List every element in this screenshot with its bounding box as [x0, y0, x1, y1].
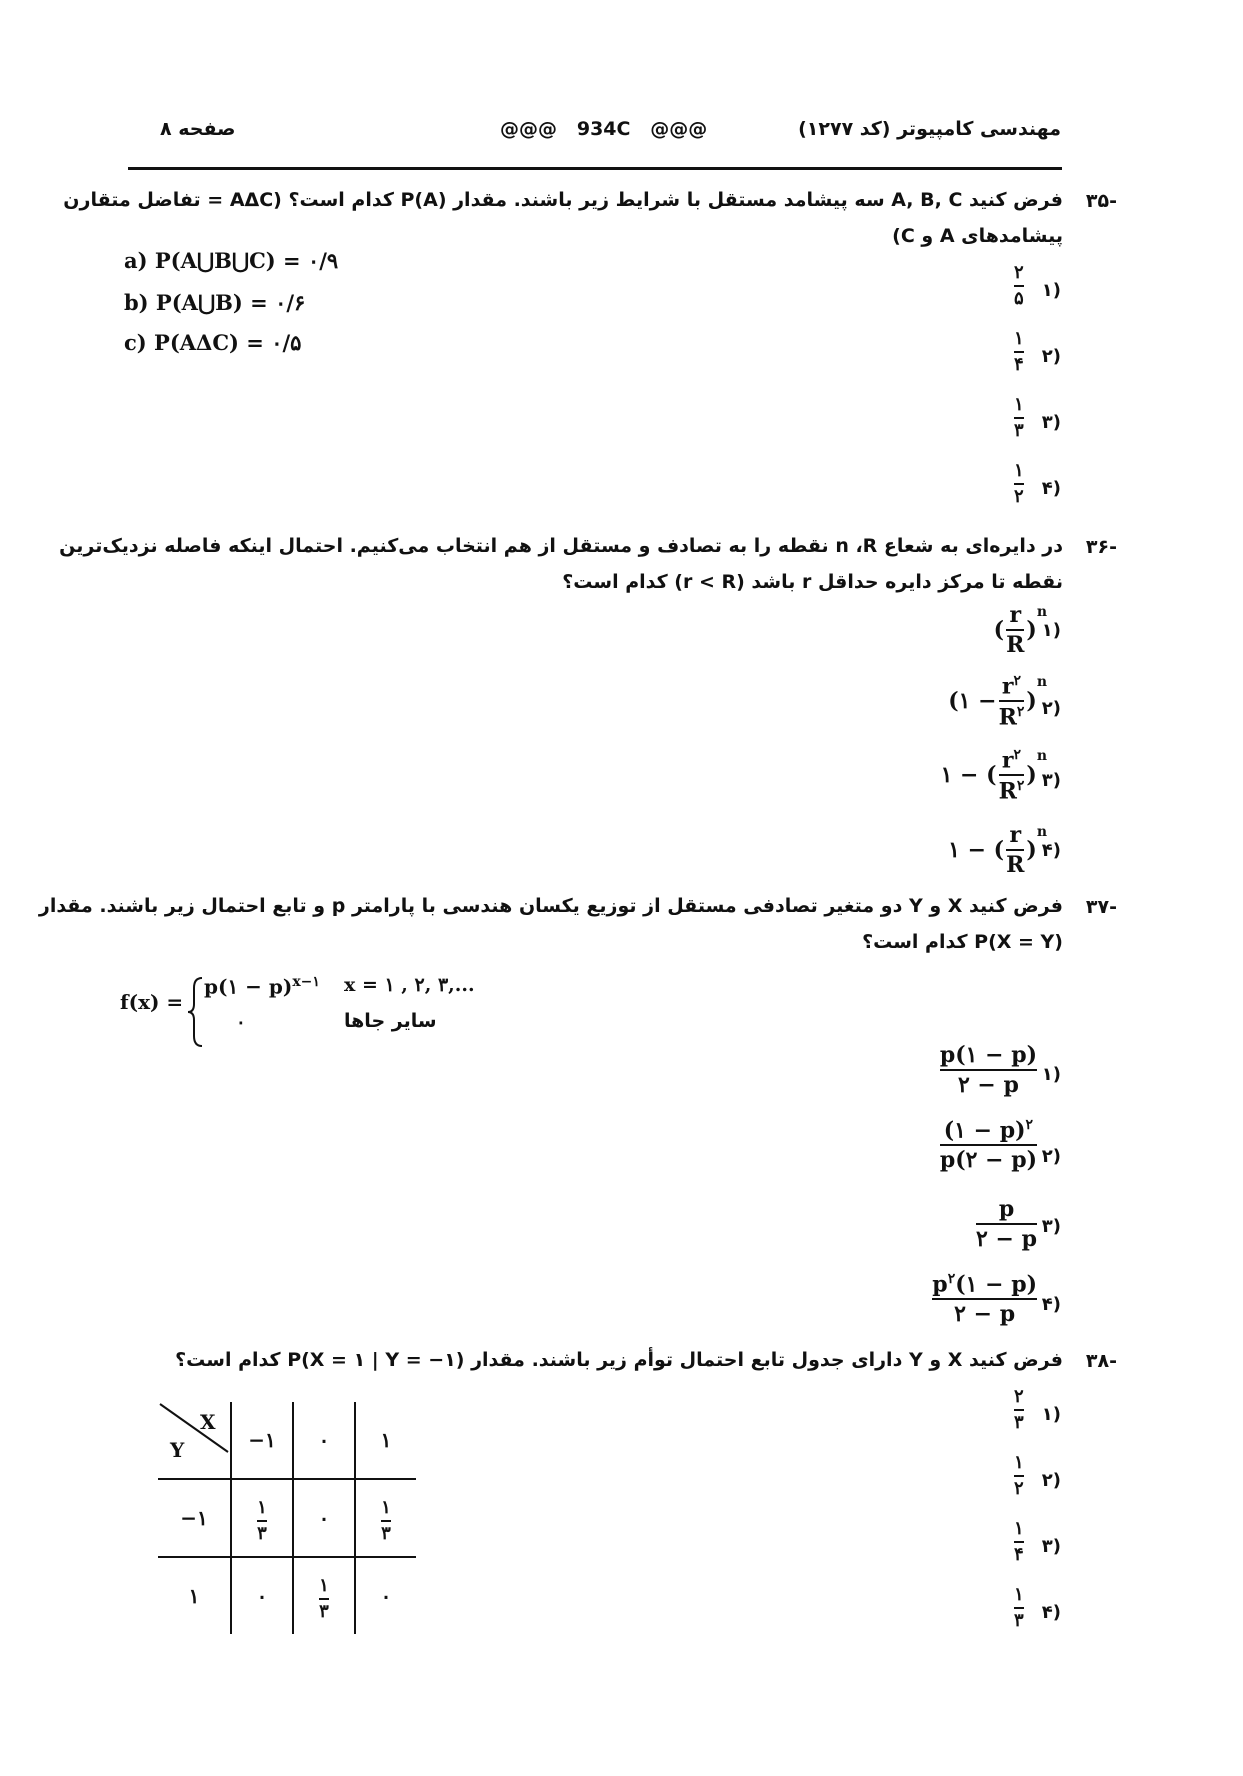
- q37-option4-label[interactable]: (۴: [1041, 1294, 1061, 1315]
- q37-option1-value: p(۱ − p) ۲ − p: [939, 1042, 1037, 1098]
- q36-option3-label[interactable]: (۳: [1041, 770, 1061, 791]
- q36-option3-value: ۱ − ( $\frac{r^۲}{R^۲}$ ) $^n$: [940, 747, 1047, 805]
- joint-probability-table: [158, 1402, 416, 1634]
- table-header-row: [158, 1402, 416, 1479]
- q38-option2-label[interactable]: (۲: [1041, 1470, 1061, 1491]
- q37-option1-label[interactable]: (۱: [1041, 1064, 1061, 1085]
- q35-condition-b: b) P(A⋃B) = ۰/۶: [124, 290, 306, 315]
- q37-line1: فرض کنید X و Y دو متغیر تصادفی مستقل از توزیع یکسان هندسی با پارامتر p و تابع احتمال زیر باشند. مقدار: [38, 895, 1063, 917]
- table-cell: $\frac{۱}{۳}$: [231, 1479, 293, 1557]
- pmf-case1-condition: x = ۱ , ۲, ۳,...: [344, 974, 475, 996]
- table-cell: $\frac{۱}{۳}$: [293, 1557, 355, 1634]
- exam-title: مهندسی کامپیوتر (کد ۱۲۷۷): [798, 118, 1061, 140]
- q36-line1: در دایره‌ای به شعاع n ،R نقطه را به تصادف و مستقل از هم انتخاب می‌کنیم. احتمال اینکه فاصله نزدیک‌ترین: [59, 535, 1063, 557]
- q37-number: -۳۷: [1085, 896, 1117, 918]
- q36-option4-label[interactable]: (۴: [1041, 840, 1061, 861]
- q37-option3-value: p ۲ − p: [976, 1196, 1037, 1252]
- y-label: Y: [170, 1438, 185, 1462]
- q36-option1-label[interactable]: (۱: [1041, 620, 1061, 641]
- pmf-case2: ۰: [236, 1012, 246, 1033]
- q35-line2: پیشامدهای A و C): [892, 225, 1063, 247]
- q35-option1-label[interactable]: (۱: [1041, 280, 1061, 301]
- q38-option3-value: ۱ ۴: [1014, 1518, 1024, 1565]
- y-value: ۱: [158, 1557, 231, 1634]
- x-value: −۱: [231, 1402, 293, 1479]
- q35-option2-value: ۱ ۴: [1014, 328, 1024, 375]
- table-corner: [158, 1402, 231, 1479]
- x-label: X: [200, 1410, 216, 1434]
- q37-pmf: [120, 974, 480, 1054]
- q35-option3-value: ۱ ۳: [1014, 394, 1024, 441]
- q38-option2-value: ۱ ۲: [1014, 1452, 1024, 1499]
- left-brace-icon: [188, 976, 204, 1048]
- table-cell: ۰: [293, 1479, 355, 1557]
- q35-option3-label[interactable]: (۳: [1041, 412, 1061, 433]
- q36-option4-value: ۱ − ( $\frac{r}{R}$ ) $^n$: [948, 822, 1047, 878]
- header-rule: [128, 167, 1062, 170]
- q37-option3-label[interactable]: (۳: [1041, 1216, 1061, 1237]
- q36-option1-value: ( $\frac{r}{R}$ ) $^n$: [993, 602, 1047, 658]
- q38-option4-value: ۱ ۳: [1014, 1584, 1024, 1631]
- q37-option2-value: (۱ − p)$^۲$ p(۲ − p): [939, 1117, 1037, 1174]
- q38-option4-label[interactable]: (۴: [1041, 1602, 1061, 1623]
- page-number: صفحه ۸: [160, 118, 236, 140]
- table-cell: $\frac{۱}{۳}$: [355, 1479, 416, 1557]
- q38-number: -۳۸: [1085, 1350, 1117, 1372]
- q38-option1-value: ۲ ۳: [1014, 1386, 1024, 1433]
- table-row: [158, 1479, 416, 1557]
- corner-diagonal: [158, 1402, 230, 1478]
- pmf-lhs: f(x) =: [120, 990, 184, 1014]
- q35-number: -۳۵: [1085, 190, 1117, 212]
- x-value: ۱: [355, 1402, 416, 1479]
- pmf-case1: p(۱ − p)$^{x-۱}$: [204, 974, 320, 999]
- x-value: ۰: [293, 1402, 355, 1479]
- q35-option4-value: ۱ ۲: [1014, 460, 1024, 507]
- table-row: [158, 1557, 416, 1634]
- q38-option1-label[interactable]: (۱: [1041, 1404, 1061, 1425]
- pmf-case2-condition: سایر جاها: [344, 1010, 437, 1032]
- q35-condition-c: c) P(AΔC) = ۰/۵: [124, 330, 302, 355]
- q35-condition-a: a) P(A⋃B⋃C) = ۰/۹: [124, 248, 339, 273]
- q36-number: -۳۶: [1085, 536, 1117, 558]
- q37-option4-value: $p^۲(۱ - p)$ ۲ − p: [932, 1271, 1037, 1328]
- q38-option3-label[interactable]: (۳: [1041, 1536, 1061, 1557]
- q38-line1: فرض کنید X و Y دارای جدول تابع احتمال توأم زیر باشند. مقدار P(X = ۱ | Y = −۱) کدام است؟: [175, 1349, 1063, 1371]
- q36-option2-label[interactable]: (۲: [1041, 698, 1061, 719]
- y-value: −۱: [158, 1479, 231, 1557]
- q36-line2: نقطه تا مرکز دایره حداقل r باشد (r < R) کدام است؟: [562, 571, 1063, 593]
- q37-line2: P(X = Y) کدام است؟: [862, 931, 1063, 953]
- table-cell: ۰: [231, 1557, 293, 1634]
- q35-line1: فرض کنید A, B, C سه پیشامد مستقل با شرایط زیر باشند. مقدار P(A) کدام است؟ (AΔC = تفاضل متقارن: [63, 189, 1063, 211]
- q36-option2-value: (۱ − $\frac{r^۲}{R^۲}$ ) $^n$: [948, 673, 1047, 731]
- exam-code: @@@ 934C @@@: [500, 118, 708, 140]
- table-cell: ۰: [355, 1557, 416, 1634]
- q35-option2-label[interactable]: (۲: [1041, 346, 1061, 367]
- q37-option2-label[interactable]: (۲: [1041, 1146, 1061, 1167]
- q35-option1-value: ۲ ۵: [1014, 262, 1024, 309]
- q35-option4-label[interactable]: (۴: [1041, 478, 1061, 499]
